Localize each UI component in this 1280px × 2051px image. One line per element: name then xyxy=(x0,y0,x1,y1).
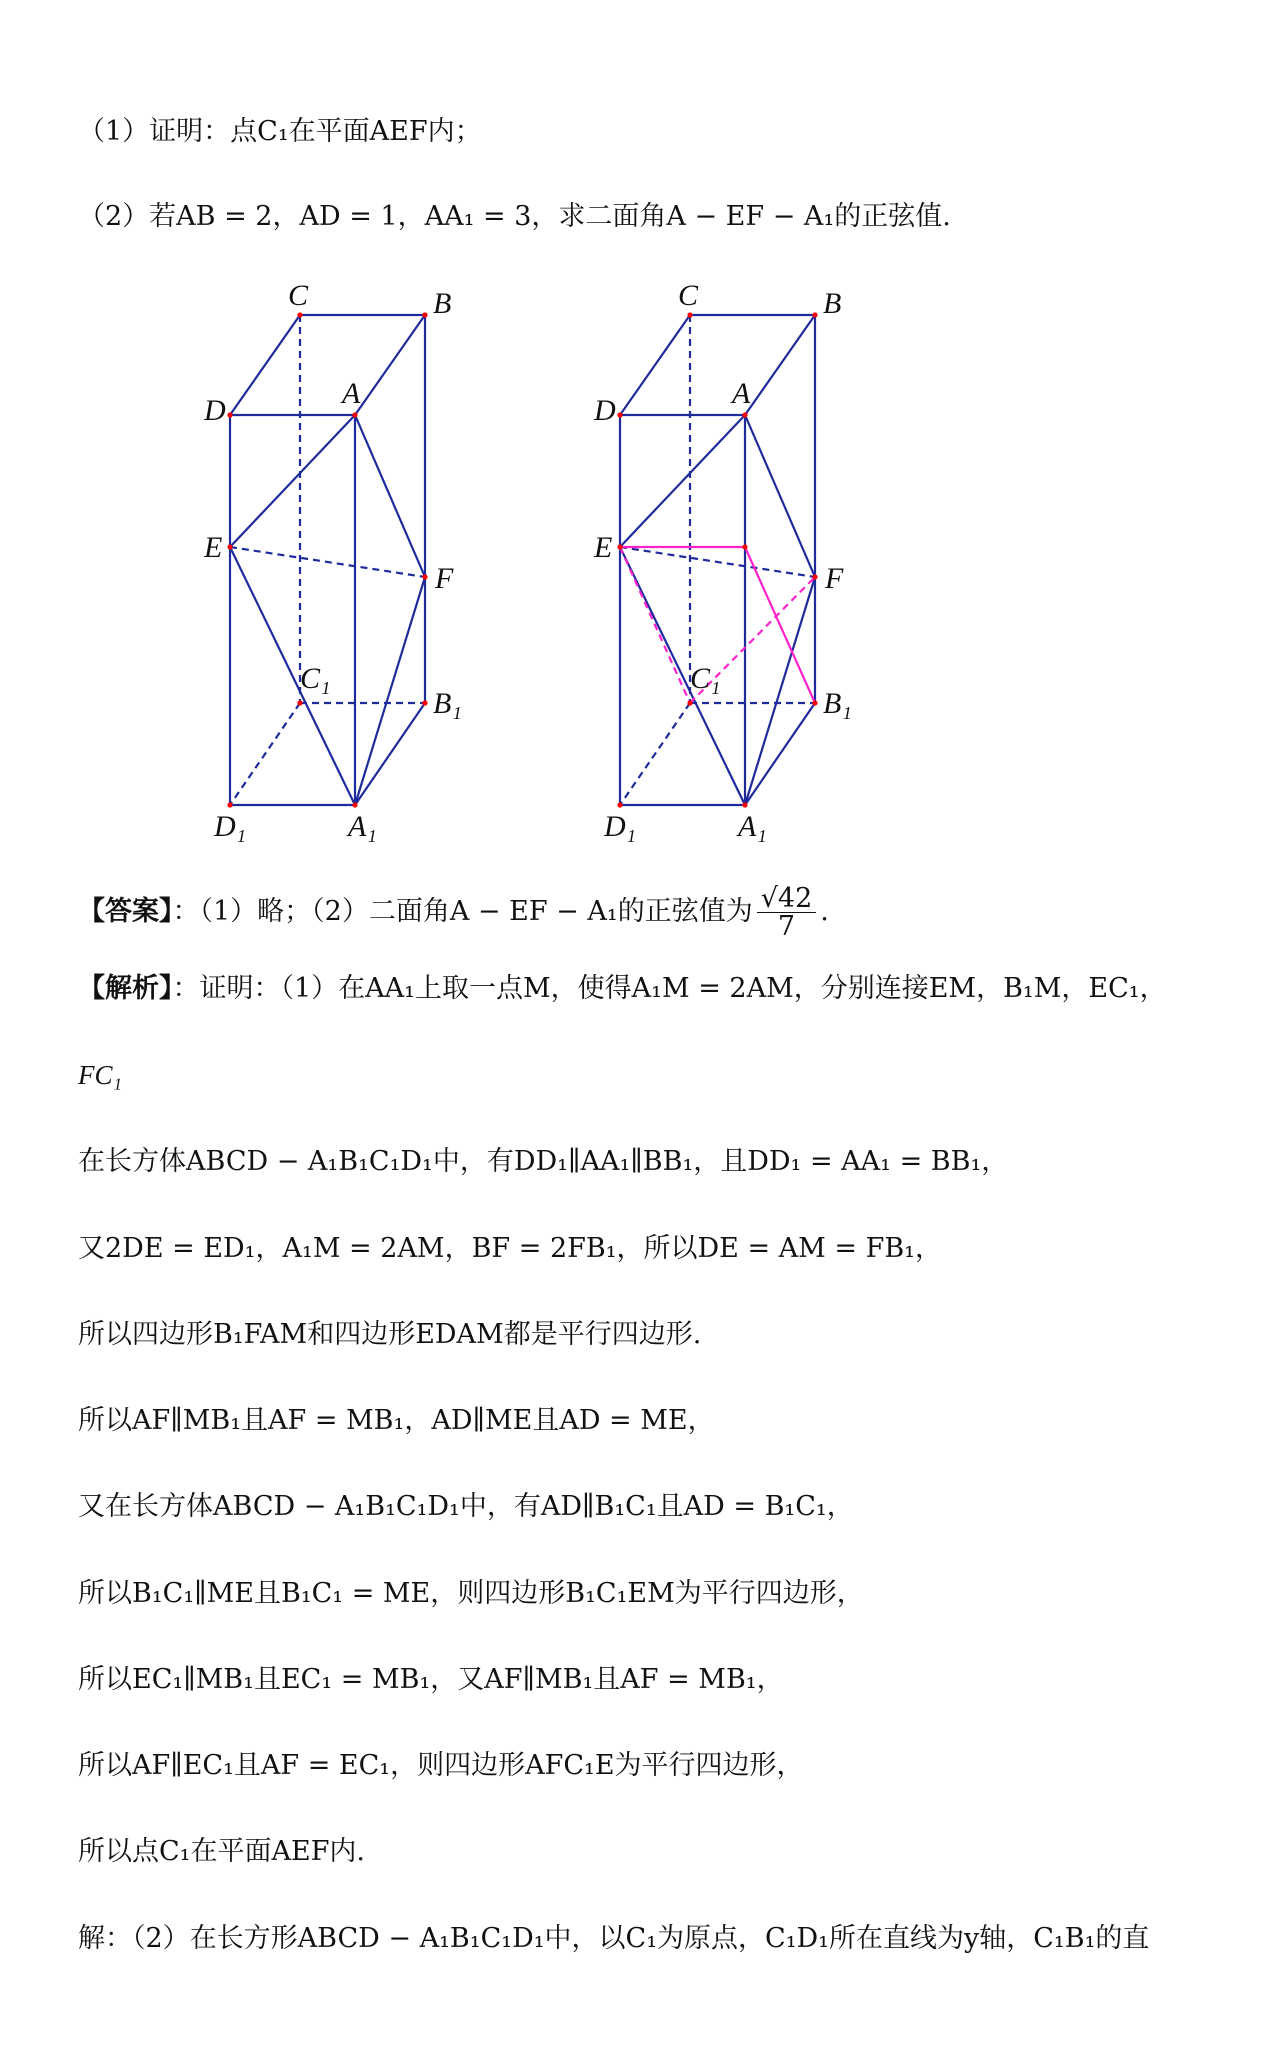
vertex-F xyxy=(812,574,817,579)
vertex-F xyxy=(422,574,427,579)
edge-A-F xyxy=(355,415,425,577)
label-B1: B₁ xyxy=(823,687,852,720)
highlight-M-B1 xyxy=(745,547,815,703)
vertex-C1 xyxy=(297,700,302,705)
label-F: F xyxy=(825,562,844,595)
step-4: 所以AF∥MB₁且AF = MB₁，AD∥ME且AD = ME， xyxy=(78,1405,715,1436)
hidden-edge-E-F xyxy=(620,547,815,577)
label-C: C xyxy=(678,279,699,312)
vertex-C xyxy=(297,312,302,317)
vertex-B1 xyxy=(812,700,817,705)
label-C1: C₁ xyxy=(690,662,721,695)
vertex-A1 xyxy=(742,802,747,807)
figure-right xyxy=(593,279,852,843)
analysis-text: ：证明：（1）在AA₁上取一点M，使得A₁M = 2AM，分别连接EM，B₁M，EC₁， xyxy=(172,973,1167,1004)
label-F: F xyxy=(435,562,454,595)
edge-A-E xyxy=(230,415,355,547)
step-10: 解：（2）在长方形ABCD − A₁B₁C₁D₁中，以C₁为原点，C₁D₁所在直线为y轴，C₁B₁的直 xyxy=(78,1923,1150,1954)
label-A1: A₁ xyxy=(348,810,377,843)
edge-B-A xyxy=(745,315,815,415)
step-9: 所以点C₁在平面AEF内. xyxy=(78,1836,366,1867)
vertex-D1 xyxy=(227,802,232,807)
edge-B1-A1 xyxy=(355,703,425,805)
label-D: D xyxy=(204,394,226,427)
step-5: 又在长方体ABCD − A₁B₁C₁D₁中，有AD∥B₁C₁且AD = B₁C₁， xyxy=(78,1491,854,1522)
vertex-A xyxy=(742,412,747,417)
label-D: D xyxy=(594,394,616,427)
vertex-A xyxy=(352,412,357,417)
edge-C-D xyxy=(620,315,690,415)
vertex-C xyxy=(687,312,692,317)
edge-E-A1 xyxy=(230,547,355,805)
step-2: 又2DE = ED₁，A₁M = 2AM，BF = 2FB₁，所以DE = AM = FB₁， xyxy=(78,1233,942,1264)
vertex-E xyxy=(227,544,232,549)
vertex-D xyxy=(617,412,622,417)
vertex-D1 xyxy=(617,802,622,807)
hidden-edge-C1-D1 xyxy=(620,703,690,805)
question-2: （2）若AB = 2，AD = 1，AA₁ = 3，求二面角A − EF − A₁的正弦值. xyxy=(78,201,951,232)
vertex-M xyxy=(742,544,747,549)
edge-B-A xyxy=(355,315,425,415)
analysis-line-2: FC₁ xyxy=(78,1060,122,1090)
edge-C-D xyxy=(230,315,300,415)
label-D1: D₁ xyxy=(604,810,637,843)
label-C1: C₁ xyxy=(300,662,331,695)
label-A: A xyxy=(732,377,751,410)
hidden-edge-C1-D1 xyxy=(230,703,300,805)
answer-label: 【答案】 xyxy=(78,896,173,927)
analysis-label: 【解析】 xyxy=(78,973,173,1004)
edge-B1-A1 xyxy=(745,703,815,805)
hidden-edge-E-F xyxy=(230,547,425,577)
label-B: B xyxy=(823,287,842,320)
label-E: E xyxy=(204,531,223,564)
vertex-B xyxy=(812,312,817,317)
vertex-D xyxy=(227,412,232,417)
highlight-E-C1 xyxy=(620,547,690,703)
step-3: 所以四边形B₁FAM和四边形EDAM都是平行四边形. xyxy=(78,1319,702,1350)
label-D1: D₁ xyxy=(214,810,247,843)
vertex-E xyxy=(617,544,622,549)
label-C: C xyxy=(288,279,309,312)
edge-A-F xyxy=(745,415,815,577)
step-1: 在长方体ABCD − A₁B₁C₁D₁中，有DD₁∥AA₁∥BB₁，且DD₁ = AA₁ = BB₁， xyxy=(78,1146,1009,1177)
vertex-C1 xyxy=(687,700,692,705)
vertex-A1 xyxy=(352,802,357,807)
label-A1: A₁ xyxy=(738,810,767,843)
step-8: 所以AF∥EC₁且AF = EC₁，则四边形AFC₁E为平行四边形， xyxy=(78,1750,804,1781)
edge-A-E xyxy=(620,415,745,547)
question-1: （1）证明：点C₁在平面AEF内； xyxy=(78,116,482,147)
label-B: B xyxy=(433,287,452,320)
edge-F-A1 xyxy=(355,577,425,805)
step-6: 所以B₁C₁∥ME且B₁C₁ = ME，则四边形B₁C₁EM为平行四边形， xyxy=(78,1578,864,1609)
label-A: A xyxy=(342,377,361,410)
edge-F-A1 xyxy=(745,577,815,805)
step-7: 所以EC₁∥MB₁且EC₁ = MB₁，又AF∥MB₁且AF = MB₁， xyxy=(78,1664,784,1695)
geometry-figure xyxy=(204,270,990,850)
answer-tail: . xyxy=(820,896,829,927)
answer-line xyxy=(78,885,829,940)
figure-left xyxy=(203,279,462,843)
fraction-denominator: 7 xyxy=(777,911,796,942)
vertex-B xyxy=(422,312,427,317)
analysis-line-1 xyxy=(78,975,1167,1002)
vertex-B1 xyxy=(422,700,427,705)
label-E: E xyxy=(594,531,613,564)
answer-fraction xyxy=(757,885,817,940)
label-B1: B₁ xyxy=(433,687,462,720)
edge-E-A1 xyxy=(620,547,745,805)
fraction-numerator: √42 xyxy=(757,885,817,913)
answer-text: ：（1）略；（2）二面角A − EF − A₁的正弦值为 xyxy=(172,896,753,927)
